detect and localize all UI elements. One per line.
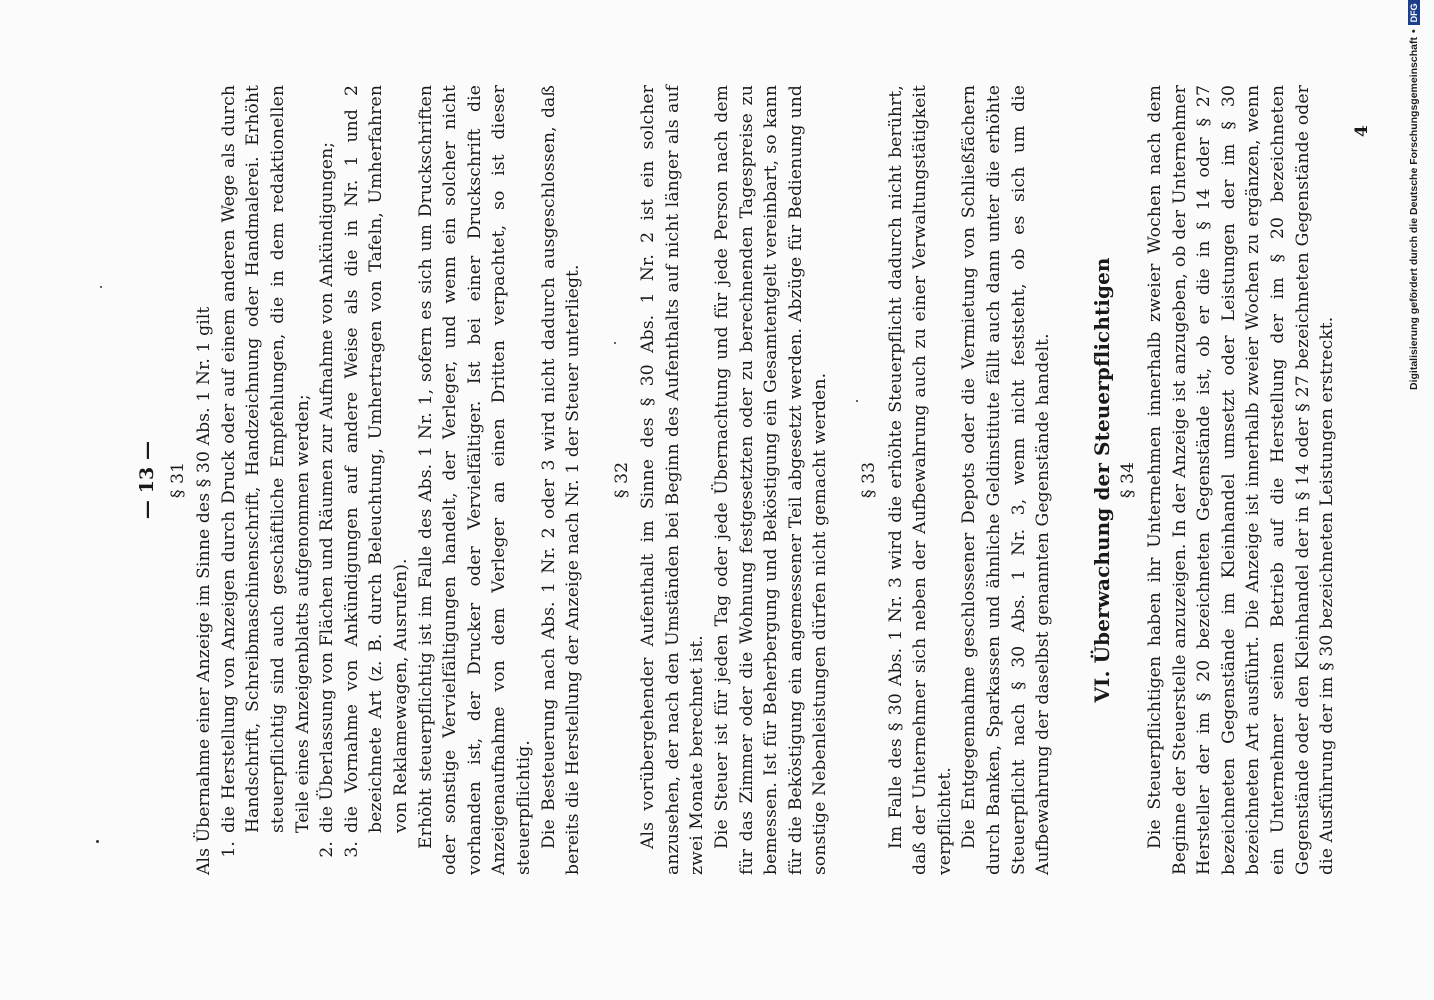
page-header: — 13 — [136,440,158,520]
section-33-title: § 33 [859,461,880,499]
section-34-paragraph: Die Steuerpflichtigen haben ihr Unternehmen innerhalb zweier Wochen nach dem Beginne der Steuerstelle anzuzeigen. In der Anzeige ist anzugeben, ob der Unternehmer Hersteller der im § 20 bezeichneten Gegenstände ist, ob er die in § 14 oder § 27 bezeichneten Gegenstände im Kleinhandel umsetzt oder Leistungen der im § 30 bezeichneten Art ausführt. Die Anzeige ist innerhalb zweier Wochen zu ergänzen, wenn ein Unternehmer seinen Betrieb auf die Herstellung der im § 20 bezeichneten Gegenstände oder den Kleinhandel der in § 14 oder § 27 bezeichneten Gegenstände oder die Ausführung der im § 30 bezeichneten Leistungen erstreckt. [1144,85,1338,875]
section-32-title: § 32 [611,461,632,499]
section-34-title: § 34 [1118,461,1139,499]
list-item-text: die Vornahme von Ankündigungen auf andere Weise als die in Nr. 1 und 2 bezeichnete Art (z. B. durch Beleuchtung, Umhertragen von Tafeln, Umherfahren von Reklamewagen, Ausrufen). [341,85,411,833]
section-31-paragraph: Die Besteuerung nach Abs. 1 Nr. 2 oder 3 wird nicht dadurch ausgeschlossen, daß bereits die Herstellung der Anzeige nach Nr. 1 der Steuer unterliegt. [538,85,584,875]
list-item [340,85,414,875]
list-item-text: die Herstellung von Anzeigen durch Druck oder auf einem anderen Wege als durch Handschrift, Schreibmaschinenschrift, Handzeichnung oder Handmalerei. Erhöht steuerpflichtig sind auch geschäftliche Empfehlungen, die in dem redaktionellen Teile eines Anzeigenblatts aufgenommen werden; [218,85,313,833]
dot-separator: • [1408,29,1420,34]
section-32-paragraph: Die Steuer ist für jeden Tag oder jede Übernachtung und für jede Person nach dem für das Zimmer oder die Wohnung festgesetzten oder zu berechnenden Tagespreise zu bemessen. Ist für Beherbergung und Beköstigung ein Gesamtentgelt vereinbart, so kann für die Beköstigung ein angemessener Teil abgesetzt werden. Abzüge für Bedienung und sonstige Nebenleistungen dürfen nicht gemacht werden. [712,85,831,875]
credit-text: Digitalisierung gefördert durch die Deutsche Forschungsgemeinschaft [1408,37,1420,390]
section-31-paragraph: Erhöht steuerpflichtig ist im Falle des Abs. 1 Nr. 1, sofern es sich um Druckschriften oder sonstige Vervielfältigungen handelt, der Verleger, und wenn ein solcher nicht vorhanden ist, der Drucker oder Vervielfältiger. Ist bei einer Druckschrift die Anzeigenaufnahme von dem Verleger an einen Dritten verpachtet, so ist dieser steuerpflichtig. [415,85,534,875]
section-32-paragraph: Als vorübergehender Aufenthalt im Sinne des § 30 Abs. 1 Nr. 2 ist ein solcher anzusehen, der nach den Umständen bei Beginn des Aufenthalts auf nicht länger als auf zwei Monate berechnet ist. [638,85,708,875]
list-item-number: 2. [317,841,338,858]
section-31-title: § 31 [167,461,188,499]
scan-speck [96,840,99,843]
list-item [217,85,315,875]
rotated-page-text [135,85,1375,875]
signature-mark: 4 [1351,125,1372,138]
section-33-paragraph: Die Entgegennahme geschlossener Depots oder die Vermietung von Schließfächern durch Banken, Sparkassen und ähnliche Geldinstitute fällt auch dann unter die erhöhte Steuerpflicht nach § 30 Abs. 1 Nr. 3, wenn nicht feststeht, ob es sich um die Aufbewahrung der daselbst genannten Gegenstände handelt. [959,85,1054,875]
section-31-intro: Als Übernahme einer Anzeige im Sinne des § 30 Abs. 1 Nr. 1 gilt [194,306,215,875]
dfg-logo: DFG [1408,0,1420,25]
scan-speck [100,286,102,288]
list-item-number: 3. [341,841,362,858]
list-item-number: 1. [218,841,239,858]
list-item-text: die Überlassung von Flächen und Räumen zur Aufnahme von Ankündigungen; [317,141,338,833]
digitization-credit [1404,0,1424,390]
section-33-paragraph: Im Falle des § 30 Abs. 1 Nr. 3 wird die erhöhte Steuerpflicht dadurch nicht berührt, daß der Unternehmer sich neben der Aufbewahrung auch zu einer Verwaltungstätigkeit verpflichtet. [885,85,955,875]
chapter-heading: VI. Überwachung der Steuerpflichtigen [1089,257,1114,703]
list-item [315,85,340,875]
